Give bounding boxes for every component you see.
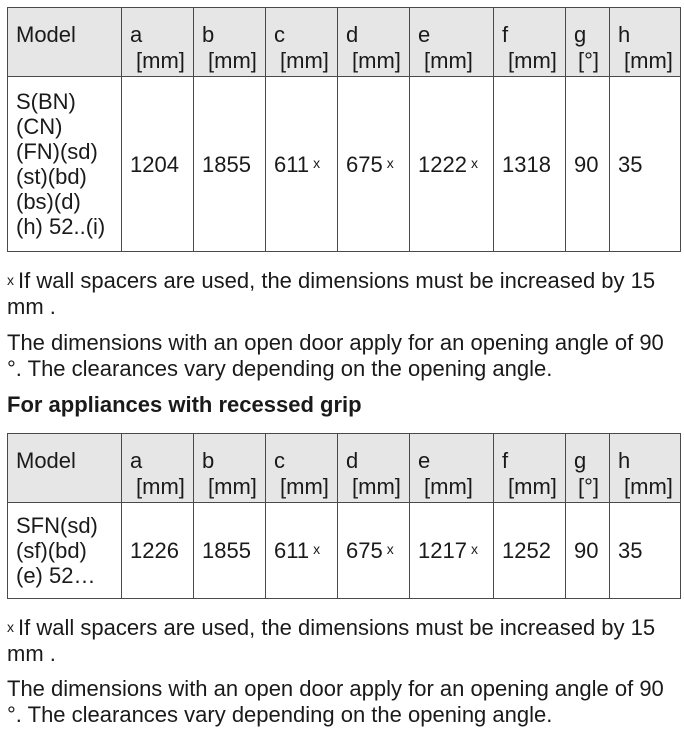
model-line: (h) 52..(i) xyxy=(16,214,106,239)
header-label: e xyxy=(418,448,431,473)
model-line: (sf)(bd) xyxy=(16,538,87,563)
header-unit: [mm] xyxy=(280,474,329,499)
header-unit: [mm] xyxy=(424,48,473,73)
header-unit: [mm] xyxy=(136,474,185,499)
cell-d xyxy=(338,77,410,252)
header-unit: [mm] xyxy=(136,48,185,73)
footnote-marker: x xyxy=(386,154,394,171)
footnote-wall-spacers xyxy=(7,615,682,667)
cell-f: 1318 xyxy=(494,77,566,252)
model-line: (st)(bd) xyxy=(16,164,87,189)
header-g xyxy=(566,434,610,503)
footnote-text: If wall spacers are used, the dimensions must be increased by 15 mm . xyxy=(7,268,656,319)
header-f xyxy=(494,8,566,77)
footnote-marker: x xyxy=(386,541,394,557)
model-line: S(BN) xyxy=(16,89,76,114)
footnote-wall-spacers xyxy=(7,268,682,320)
footnote-marker: x xyxy=(7,272,14,288)
cell-f: 1252 xyxy=(494,503,566,599)
table-header-row xyxy=(8,434,681,503)
header-label: f xyxy=(502,448,509,473)
header-e xyxy=(410,8,494,77)
header-unit: [mm] xyxy=(424,474,473,499)
cell-value: 611 xyxy=(274,151,310,177)
header-b xyxy=(194,434,266,503)
header-c xyxy=(266,8,338,77)
header-label: d xyxy=(346,448,359,473)
section-heading: For appliances with recessed grip xyxy=(7,392,362,417)
cell-c xyxy=(266,77,338,252)
opening-angle-note: The dimensions with an open door apply for an opening angle of 90 °. The clearances vary depending on the opening angle. xyxy=(7,330,664,381)
header-label: a xyxy=(130,448,143,473)
header-unit: [mm] xyxy=(208,48,257,73)
header-unit: [mm] xyxy=(624,474,673,499)
header-unit: [mm] xyxy=(352,48,401,73)
cell-d xyxy=(338,503,410,599)
header-label: d xyxy=(346,22,359,47)
dimensions-table-recessed-grip xyxy=(7,433,681,599)
footnote-text: If wall spacers are used, the dimensions must be increased by 15 mm . xyxy=(7,615,656,666)
header-model xyxy=(8,434,122,503)
header-h xyxy=(610,434,681,503)
footnote-marker: x xyxy=(7,619,14,635)
header-unit: [mm] xyxy=(280,48,329,73)
header-label: h xyxy=(618,448,631,473)
header-unit: [°] xyxy=(578,48,600,73)
cell-value: 1217 xyxy=(418,538,467,563)
cell-c xyxy=(266,503,338,599)
model-line: (CN) xyxy=(16,114,63,139)
header-unit: [mm] xyxy=(352,474,401,499)
footnote-marker: x xyxy=(470,154,478,171)
header-unit: [mm] xyxy=(208,474,257,499)
header-model xyxy=(8,8,122,77)
header-label: g xyxy=(574,448,587,473)
cell-value: 675 xyxy=(346,538,383,563)
header-a xyxy=(122,434,194,503)
model-line: SFN(sd) xyxy=(16,513,98,538)
header-label: c xyxy=(274,22,285,47)
header-h xyxy=(610,8,681,77)
table-header-row xyxy=(8,8,681,77)
cell-a: 1204 xyxy=(122,77,194,252)
cell-h: 35 xyxy=(610,503,681,599)
header-label: g xyxy=(574,22,587,47)
header-a xyxy=(122,8,194,77)
cell-a: 1226 xyxy=(122,503,194,599)
header-label: a xyxy=(130,22,143,47)
table-row xyxy=(8,503,681,599)
header-unit: [mm] xyxy=(508,474,557,499)
header-e xyxy=(410,434,494,503)
footnote-marker: x xyxy=(313,154,321,171)
header-d xyxy=(338,8,410,77)
header-label: f xyxy=(502,22,509,47)
header-c xyxy=(266,434,338,503)
header-label: e xyxy=(418,22,431,47)
cell-b: 1855 xyxy=(194,77,266,252)
header-b xyxy=(194,8,266,77)
cell-g: 90 xyxy=(566,77,610,252)
cell-e xyxy=(410,77,494,252)
cell-h: 35 xyxy=(610,77,681,252)
cell-b: 1855 xyxy=(194,503,266,599)
cell-value: 675 xyxy=(346,151,383,177)
opening-angle-note: The dimensions with an open door apply for an opening angle of 90 °. The clearances vary depending on the opening angle. xyxy=(7,676,664,727)
header-label: Model xyxy=(16,448,76,473)
table-row xyxy=(8,77,681,252)
header-f xyxy=(494,434,566,503)
footnote-marker: x xyxy=(470,541,478,557)
cell-value: 611 xyxy=(274,538,310,563)
header-label: b xyxy=(202,448,215,473)
model-line: (e) 52… xyxy=(16,563,96,588)
header-label: c xyxy=(274,448,285,473)
model-cell xyxy=(8,503,122,599)
cell-e xyxy=(410,503,494,599)
footnote-marker: x xyxy=(313,541,321,557)
model-line: (FN)(sd) xyxy=(16,139,98,164)
header-label: h xyxy=(618,22,631,47)
cell-g: 90 xyxy=(566,503,610,599)
header-label: Model xyxy=(16,22,76,47)
header-unit: [mm] xyxy=(508,48,557,73)
model-cell xyxy=(8,77,122,252)
header-unit: [mm] xyxy=(624,48,673,73)
header-d xyxy=(338,434,410,503)
header-g xyxy=(566,8,610,77)
header-unit: [°] xyxy=(578,474,600,499)
header-label: b xyxy=(202,22,215,47)
model-line: (bs)(d) xyxy=(16,189,81,214)
cell-value: 1222 xyxy=(418,151,467,177)
dimensions-table-standard xyxy=(7,7,681,252)
